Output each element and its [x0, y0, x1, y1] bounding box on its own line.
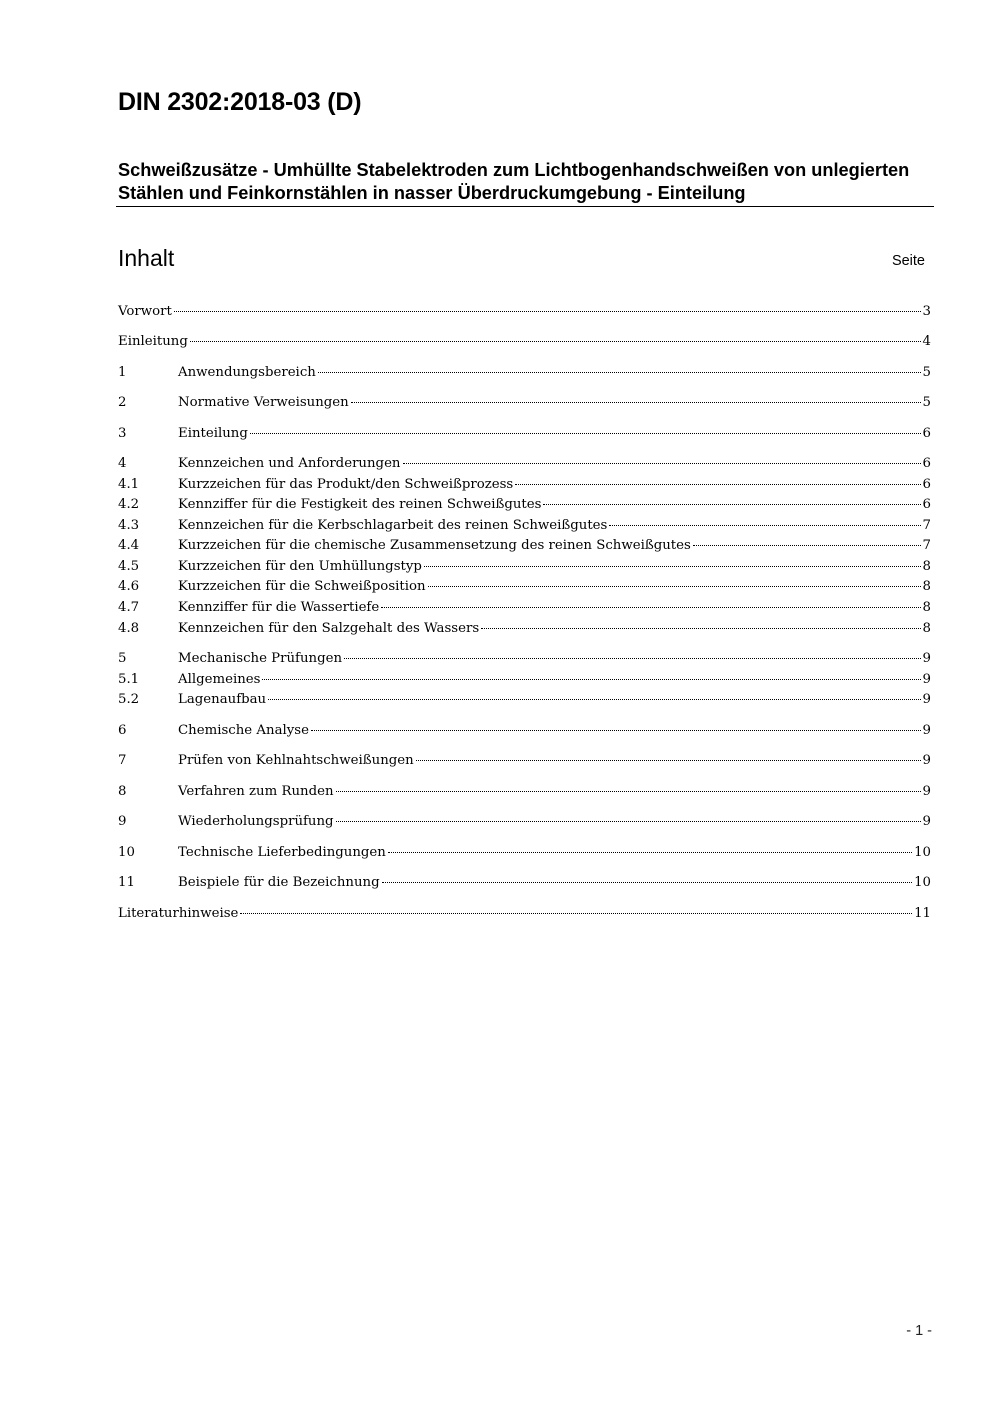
toc-entry-title: Verfahren zum Runden: [178, 784, 334, 799]
toc-entry-page: 9: [922, 692, 931, 707]
toc-entry-3[interactable]: [118, 424, 931, 444]
toc-dot-leader: [190, 340, 921, 342]
toc-entry-number: 4.2: [118, 497, 140, 512]
toc-dot-leader: [428, 585, 921, 587]
toc-entry-4-7[interactable]: [118, 598, 931, 618]
toc-dot-leader: [515, 483, 920, 485]
toc-entry-title: Kurzzeichen für die Schweißposition: [178, 579, 426, 594]
toc-entry-number: 10: [118, 845, 135, 860]
toc-entry-4-6[interactable]: [118, 577, 931, 597]
toc-entry-5-1[interactable]: [118, 670, 931, 690]
toc-entry-8[interactable]: [118, 782, 931, 802]
toc-dot-leader: [543, 503, 920, 505]
toc-entry-number: 5.1: [118, 672, 140, 687]
toc-entry-vorwort[interactable]: [118, 302, 931, 322]
toc-entry-number: 2: [118, 395, 127, 410]
toc-entry-number: 11: [118, 875, 135, 890]
toc-entry-number: 4.5: [118, 559, 140, 574]
toc-entry-4-1[interactable]: [118, 475, 931, 495]
toc-entry-number: 4.7: [118, 600, 140, 615]
toc-entry-4-3[interactable]: [118, 516, 931, 536]
document-number: DIN 2302:2018-03 (D): [118, 88, 362, 116]
toc-page-column-label: Seite: [891, 253, 925, 269]
toc-entry-page: 10: [914, 875, 931, 890]
toc-entry-5[interactable]: [118, 649, 931, 669]
toc-entry-title: Kurzzeichen für die chemische Zusammensetzung des reinen Schweißgutes: [178, 538, 691, 553]
toc-entry-title: Chemische Analyse: [178, 723, 309, 738]
toc-entry-title: Normative Verweisungen: [178, 395, 349, 410]
toc-dot-leader: [336, 790, 921, 792]
toc-entry-page: 8: [922, 579, 931, 594]
toc-entry-page: 10: [914, 845, 931, 860]
page-number: - 1 -: [906, 1323, 932, 1339]
toc-entry-4-4[interactable]: [118, 536, 931, 556]
toc-entry-literaturhinweise[interactable]: [118, 904, 931, 924]
toc-entry-title: Lagenaufbau: [178, 692, 267, 707]
toc-dot-leader: [693, 544, 921, 546]
toc-entry-page: 8: [922, 621, 931, 636]
toc-entry-number: 4.8: [118, 621, 140, 636]
toc-entry-title: Anwendungsbereich: [178, 365, 316, 380]
toc-entry-page: 9: [922, 651, 931, 666]
toc-entry-title: Prüfen von Kehlnahtschweißungen: [178, 753, 414, 768]
toc-entry-page: 6: [922, 456, 931, 471]
toc-entry-number: 8: [118, 784, 127, 799]
toc-entry-title: Wiederholungsprüfung: [178, 814, 334, 829]
toc-entry-page: 6: [922, 477, 931, 492]
toc-entry-title: Mechanische Prüfungen: [178, 651, 343, 666]
toc-entry-title: Literaturhinweise: [118, 906, 239, 921]
toc-entry-4-5[interactable]: [118, 557, 931, 577]
toc-entry-number: 3: [118, 426, 127, 441]
toc-entry-page: 5: [922, 365, 931, 380]
toc-dot-leader: [424, 565, 921, 567]
toc-entry-10[interactable]: [118, 843, 931, 863]
toc-entry-einleitung[interactable]: [118, 332, 931, 352]
toc-entry-2[interactable]: [118, 393, 931, 413]
toc-heading: Inhalt: [118, 245, 175, 271]
toc-entry-title: Allgemeines: [178, 672, 261, 687]
toc-entry-title: Kennziffer für die Festigkeit des reinen Schweißgutes: [178, 497, 542, 512]
toc-entry-title: Technische Lieferbedingungen: [178, 845, 386, 860]
toc-dot-leader: [240, 912, 912, 914]
toc-dot-leader: [403, 462, 921, 464]
toc-entry-page: 11: [914, 906, 931, 921]
toc-entry-page: 8: [922, 600, 931, 615]
toc-entry-page: 3: [922, 304, 931, 319]
document-title: Schweißzusätze - Umhüllte Stabelektroden zum Lichtbogenhandschweißen von unlegierten Stählen und Feinkornstählen in nasser Überdruckumgebung - Einteilung: [118, 160, 910, 203]
toc-entry-title: Kennzeichen für den Salzgehalt des Wassers: [178, 621, 480, 636]
toc-entry-11[interactable]: [118, 873, 931, 893]
toc-dot-leader: [262, 678, 920, 680]
toc-entry-number: 1: [118, 365, 127, 380]
toc-dot-leader: [481, 627, 920, 629]
toc-dot-leader: [388, 851, 912, 853]
toc-entry-page: 6: [922, 426, 931, 441]
toc-entry-page: 7: [922, 518, 931, 533]
toc-entry-6[interactable]: [118, 721, 931, 741]
toc-entry-page: 9: [922, 784, 931, 799]
toc-entry-title: Beispiele für die Bezeichnung: [178, 875, 380, 890]
toc-entry-page: 6: [922, 497, 931, 512]
toc-entry-number: 4: [118, 456, 127, 471]
toc-dot-leader: [250, 432, 921, 434]
toc-entry-number: 4.4: [118, 538, 140, 553]
toc-dot-leader: [268, 698, 920, 700]
toc-entry-4-8[interactable]: [118, 619, 931, 639]
toc-dot-leader: [336, 820, 921, 822]
toc-entry-number: 5.2: [118, 692, 140, 707]
toc-dot-leader: [174, 310, 921, 312]
toc-dot-leader: [351, 401, 921, 403]
toc-entry-title: Kennziffer für die Wassertiefe: [178, 600, 380, 615]
toc-entry-number: 4.3: [118, 518, 140, 533]
toc-entry-number: 4.6: [118, 579, 140, 594]
toc-entry-4[interactable]: [118, 454, 931, 474]
toc-entry-title: Kennzeichen für die Kerbschlagarbeit des reinen Schweißgutes: [178, 518, 608, 533]
toc-dot-leader: [318, 371, 921, 373]
title-divider: [116, 206, 934, 207]
toc-entry-page: 5: [922, 395, 931, 410]
toc-entry-page: 8: [922, 559, 931, 574]
toc-entry-title: Vorwort: [118, 304, 172, 319]
toc-dot-leader: [381, 606, 920, 608]
toc-entry-1[interactable]: [118, 363, 931, 383]
toc-entry-7[interactable]: [118, 751, 931, 771]
toc-entry-number: 4.1: [118, 477, 140, 492]
toc-dot-leader: [416, 759, 921, 761]
toc-entry-4-2[interactable]: [118, 495, 931, 515]
toc-dot-leader: [382, 881, 912, 883]
toc-entry-number: 7: [118, 753, 127, 768]
toc-entry-5-2[interactable]: [118, 690, 931, 710]
toc-entry-page: 7: [922, 538, 931, 553]
toc-entry-title: Kurzzeichen für das Produkt/den Schweißprozess: [178, 477, 514, 492]
toc-entry-9[interactable]: [118, 812, 931, 832]
toc-entry-page: 9: [922, 814, 931, 829]
toc-entry-page: 9: [922, 753, 931, 768]
toc-entry-page: 4: [922, 334, 931, 349]
toc-dot-leader: [311, 729, 921, 731]
toc-entry-number: 9: [118, 814, 127, 829]
toc-entry-page: 9: [922, 723, 931, 738]
toc-entry-number: 5: [118, 651, 127, 666]
toc-dot-leader: [344, 657, 921, 659]
toc-entry-title: Einleitung: [118, 334, 188, 349]
toc-entry-page: 9: [922, 672, 931, 687]
toc-entry-number: 6: [118, 723, 127, 738]
toc-entry-title: Einteilung: [178, 426, 248, 441]
toc-dot-leader: [609, 524, 920, 526]
toc-entry-title: Kurzzeichen für den Umhüllungstyp: [178, 559, 422, 574]
toc-entry-title: Kennzeichen und Anforderungen: [178, 456, 401, 471]
